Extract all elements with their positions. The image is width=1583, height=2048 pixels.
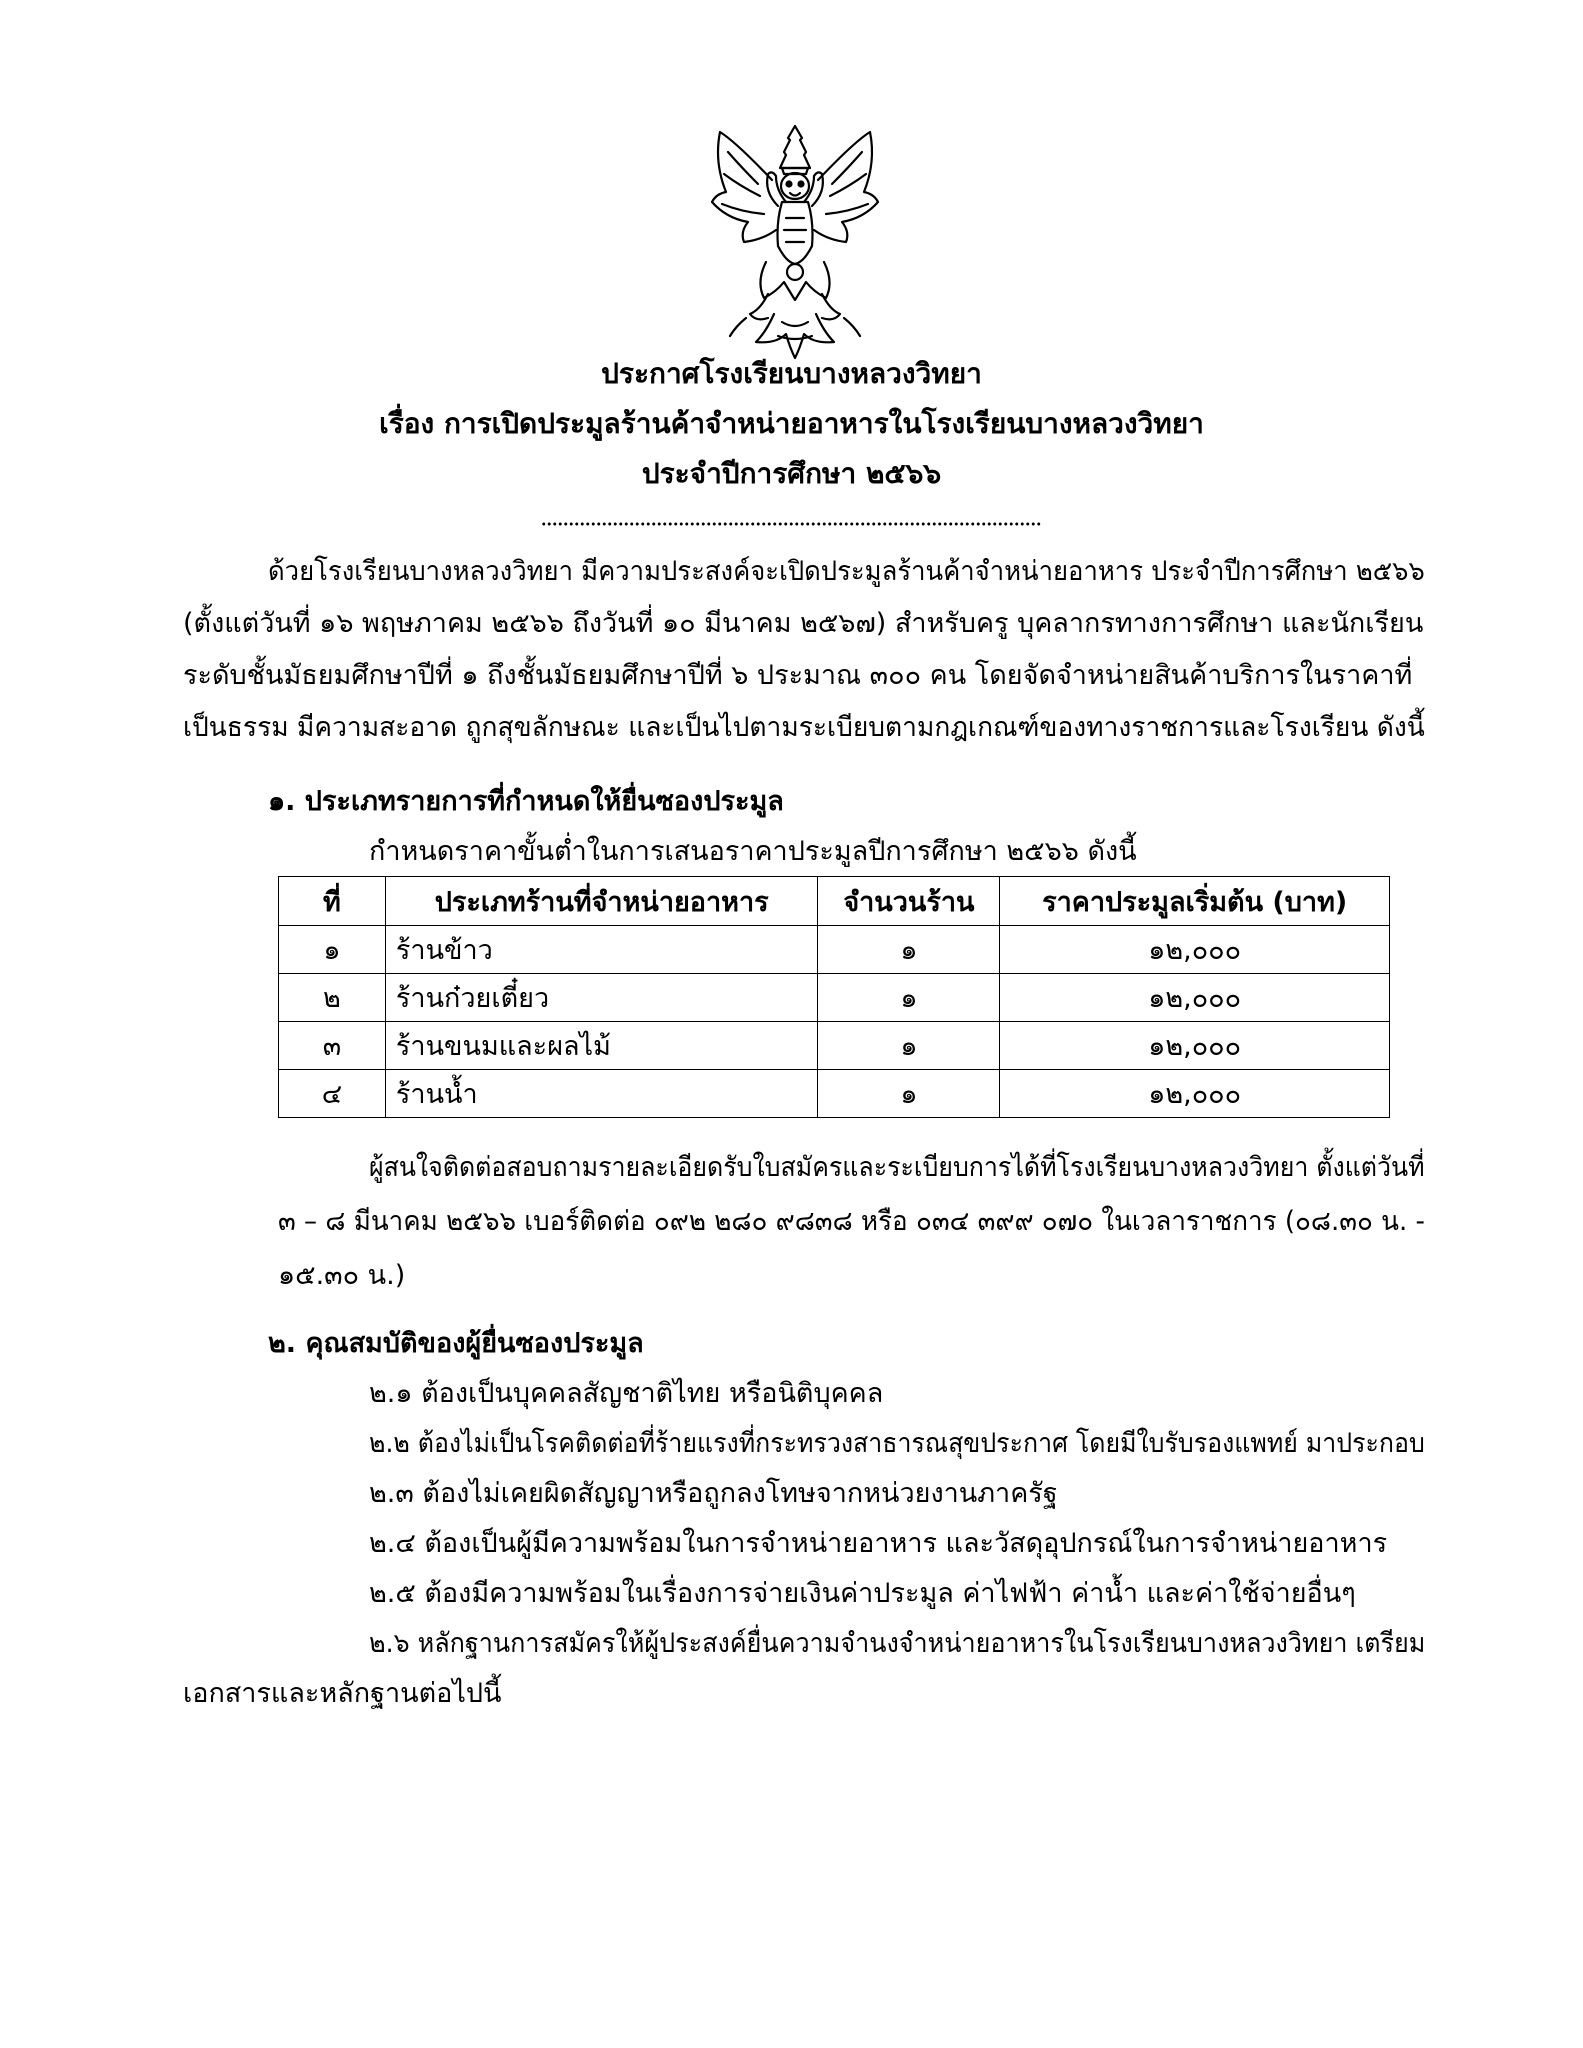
cell-shop-type: ร้านน้ำ [385,1070,818,1118]
cell-shop-count: ๑ [818,926,1000,974]
cell-price: ๑๒,๐๐๐ [1000,926,1390,974]
cell-no: ๔ [279,1070,386,1118]
qualification-item: ๒.๔ ต้องเป็นผู้มีความพร้อมในการจำหน่ายอาหาร และวัสดุอุปกรณ์ในการจำหน่ายอาหาร [369,1528,1388,1559]
table-row [279,1022,1390,1070]
qualification-item: ๒.๖ หลักฐานการสมัครให้ผู้ประสงค์ยื่นความจำนงจำหน่ายอาหารในโรงเรียนบางหลวงวิทยา เตรียม [369,1628,1426,1659]
intro-line-4: เป็นธรรม มีความสะอาด ถูกสุขลักษณะ และเป็นไปตามระเบียบตามกฎเกณฑ์ของทางราชการและโรงเรียน ดังนี้ [183,712,1425,743]
bid-price-table [278,876,1390,1118]
section-1-heading: ๑. ประเภทรายการที่กำหนดให้ยื่นซองประมูล [268,786,784,817]
section-2-heading: ๒. คุณสมบัติของผู้ยื่นซองประมูล [268,1328,644,1359]
cell-price: ๑๒,๐๐๐ [1000,1022,1390,1070]
section-1-subtext: กำหนดราคาขั้นต่ำในการเสนอราคาประมูลปีการศึกษา ๒๕๖๖ ดังนี้ [369,836,1137,867]
cell-shop-type: ร้านก๋วยเตี๋ยว [385,974,818,1022]
header-starting-price: ราคาประมูลเริ่มต้น (บาท) [1000,877,1390,926]
table-header-row [279,877,1390,926]
qualification-item: ๒.๑ ต้องเป็นบุคคลสัญชาติไทย หรือนิติบุคคล [369,1378,884,1409]
intro-line-1: ด้วยโรงเรียนบางหลวงวิทยา มีความประสงค์จะเปิดประมูลร้านค้าจำหน่ายอาหาร ประจำปีการศึกษา ๒๕๖๖ [268,556,1425,587]
qualification-item: ๒.๒ ต้องไม่เป็นโรคติดต่อที่ร้ายแรงที่กระทรวงสาธารณสุขประกาศ โดยมีใบรับรองแพทย์ มาประกอบ [369,1428,1425,1459]
contact-line-3: ๑๕.๓๐ น.) [278,1260,406,1291]
contact-line-1: ผู้สนใจติดต่อสอบถามรายละเอียดรับใบสมัครและระเบียบการได้ที่โรงเรียนบางหลวงวิทยา ตั้งแต่วันที่ [369,1152,1425,1183]
cell-shop-count: ๑ [818,1022,1000,1070]
cell-no: ๑ [279,926,386,974]
table-row [279,974,1390,1022]
qualification-item: ๒.๓ ต้องไม่เคยผิดสัญญาหรือถูกลงโทษจากหน่วยงานภาครัฐ [369,1478,1058,1509]
intro-line-2: (ตั้งแต่วันที่ ๑๖ พฤษภาคม ๒๕๖๖ ถึงวันที่ ๑๐ มีนาคม ๒๕๖๗) สำหรับครู บุคลากรทางการศึกษา และนักเรียน [183,608,1424,639]
qualification-item-continued: เอกสารและหลักฐานต่อไปนี้ [183,1678,502,1709]
header-shop-count: จำนวนร้าน [818,877,1000,926]
cell-no: ๒ [279,974,386,1022]
qualification-item: ๒.๕ ต้องมีความพร้อมในเรื่องการจ่ายเงินค่าประมูล ค่าไฟฟ้า ค่าน้ำ และค่าใช้จ่ายอื่นๆ [369,1578,1356,1609]
intro-line-3: ระดับชั้นมัธยมศึกษาปีที่ ๑ ถึงชั้นมัธยมศึกษาปีที่ ๖ ประมาณ ๓๐๐ คน โดยจัดจำหน่ายสินค้าบริการในราคาที่ [183,660,1413,691]
table-row [279,1070,1390,1118]
document-title: ประกาศโรงเรียนบางหลวงวิทยา [601,357,982,390]
header-no: ที่ [279,877,386,926]
document-subject: เรื่อง การเปิดประมูลร้านค้าจำหน่ายอาหารในโรงเรียนบางหลวงวิทยา [379,407,1204,440]
cell-shop-type: ร้านข้าว [385,926,818,974]
dotted-divider [541,520,1041,528]
cell-shop-count: ๑ [818,974,1000,1022]
cell-price: ๑๒,๐๐๐ [1000,974,1390,1022]
cell-no: ๓ [279,1022,386,1070]
header-shop-type: ประเภทร้านที่จำหน่ายอาหาร [385,877,818,926]
academic-year-title: ประจำปีการศึกษา ๒๕๖๖ [641,457,942,490]
garuda-emblem-icon [706,122,884,364]
table-row [279,926,1390,974]
cell-shop-count: ๑ [818,1070,1000,1118]
contact-line-2: ๓ – ๘ มีนาคม ๒๕๖๖ เบอร์ติดต่อ ๐๙๒ ๒๘๐ ๙๘๓๘ หรือ ๐๓๔ ๓๙๙ ๐๗๐ ในเวลาราชการ (๐๘.๓๐ น. - [278,1206,1425,1237]
cell-price: ๑๒,๐๐๐ [1000,1070,1390,1118]
cell-shop-type: ร้านขนมและผลไม้ [385,1022,818,1070]
